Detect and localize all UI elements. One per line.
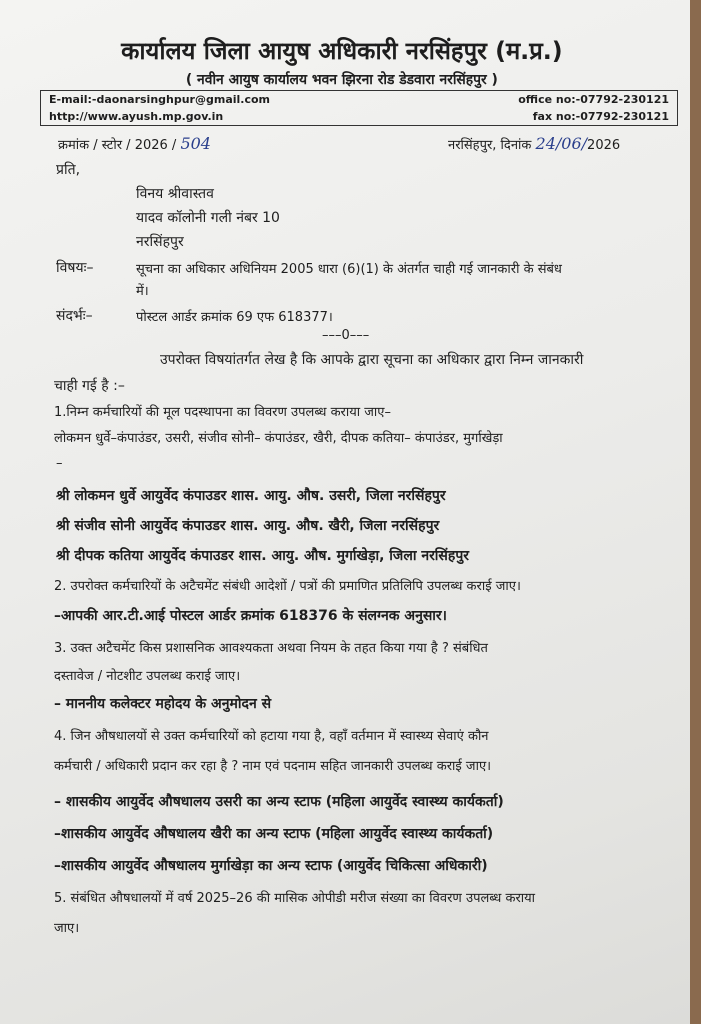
recipient-city: नरसिंहपुर [136,234,184,250]
answer-1-line-2: श्री संजीव सोनी आयुर्वेद कंपाउडर शास. आयु. औष. खैरी, जिला नरसिंहपुर [56,518,440,534]
office-phone: office no:-07792-230121 [518,93,669,106]
ref-number-line [58,134,211,153]
date-year: 2026 [587,138,621,153]
answer-1-line-3: श्री दीपक कतिया आयुर्वेद कंपाउडर शास. आयु. औष. मुर्गाखेड़ा, जिला नरसिंहपुर [56,548,470,564]
subject-label: विषयः– [56,260,94,276]
place-date-prefix: नरसिंहपुर, दिनांक [448,138,532,153]
subject-line-1: सूचना का अधिकार अधिनियम 2005 धारा (6)(1) के अंतर्गत चाही गई जानकारी के संबंध [136,262,562,277]
answer-2: –आपकी आर.टी.आई पोस्टल आर्डर क्रमांक 618376 के संलग्नक अनुसार। [54,608,447,624]
handwritten-date: 24/06/ [535,134,588,153]
answer-1-line-1: श्री लोकमन धुर्वे आयुर्वेद कंपाउडर शास. आयु. औष. उसरी, जिला नरसिंहपुर [56,488,446,504]
answer-4-line-2: –शासकीय आयुर्वेद औषधालय खैरी का अन्य स्टाफ (महिला आयुर्वेद स्वास्थ्य कार्यकर्ता) [54,826,494,842]
question-3-line-1: 3. उक्त अटैचमेंट किस प्रशासनिक आवश्यकता अथवा नियम के तहत किया गया है ? संबंधित [54,641,488,656]
recipient-name: विनय श्रीवास्तव [136,186,214,202]
question-3-line-2: दस्तावेज / नोटशीट उपलब्ध कराई जाए। [54,669,241,684]
subject-line-2: में। [136,284,149,299]
answer-4-line-1: – शासकीय आयुर्वेद औषधालय उसरी का अन्य स्टाफ (महिला आयुर्वेद स्वास्थ्य कार्यकर्ता) [54,794,504,810]
question-4-line-1: 4. जिन औषधालयों से उक्त कर्मचारियों को हटाया गया है, वहाँ वर्तमान में स्वास्थ्य सेवाएं कौन [54,729,489,744]
ref-prefix: क्रमांक / स्टोर / 2026 / [58,138,177,153]
handwritten-ref-number: 504 [180,134,211,153]
contact-box [40,90,678,126]
reference-label: संदर्भः– [56,308,93,324]
recipient-address: यादव कॉलोनी गली नंबर 10 [136,210,280,226]
question-1: 1.निम्न कर्मचारियों की मूल पदस्थापना का विवरण उपलब्ध कराया जाए– [54,405,391,420]
answer-3: – माननीय कलेक्टर महोदय के अनुमोदन से [54,696,272,712]
question-1-dash: – [56,456,63,471]
fax-number: fax no:-07792-230121 [532,110,669,123]
question-2: 2. उपरोक्त कर्मचारियों के अटैचमेंट संबंधी आदेशों / पत्रों की प्रमाणित प्रतिलिपि उपलब्ध कराई जाए। [54,579,521,594]
prati-label: प्रति, [56,162,81,178]
question-5-line-2: जाए। [54,921,80,936]
question-4-line-2: कर्मचारी / अधिकारी प्रदान कर रहा है ? नाम एवं पदनाम सहित जानकारी उपलब्ध कराई जाए। [54,759,492,774]
question-5-line-1: 5. संबंधित औषधालयों में वर्ष 2025–26 की मासिक ओपीडी मरीज संख्या का विवरण उपलब्ध कराया [54,891,536,906]
answer-4-line-3: –शासकीय आयुर्वेद औषधालय मुर्गाखेड़ा का अन्य स्टाफ (आयुर्वेद चिकित्सा अधिकारी) [54,858,488,874]
question-1-names: लोकमन धुर्वे–कंपाउंडर, उसरी, संजीव सोनी– कंपाउंडर, खैरी, दीपक कतिया– कंपाउंडर, मुर्गाखेड़ा [54,431,503,446]
separator: –––0––– [322,328,370,343]
email-text: E-mail:-daonarsinghpur@gmail.com [49,93,271,106]
reference-text: पोस्टल आर्डर क्रमांक 69 एफ 618377। [136,310,333,325]
intro-line-2: चाही गई है :– [54,378,125,394]
office-address: ( नवीन आयुष कार्यालय भवन झिरना रोड डेडवारा नरसिंहपुर ) [185,72,498,88]
website-text: http://www.ayush.mp.gov.in [49,110,224,123]
date-line [448,134,620,153]
intro-line-1: उपरोक्त विषयांतर्गत लेख है कि आपके द्वारा सूचना का अधिकार द्वारा निम्न जानकारी [160,352,584,368]
office-title: कार्यालय जिला आयुष अधिकारी नरसिंहपुर (म.प्र.) [121,37,563,65]
